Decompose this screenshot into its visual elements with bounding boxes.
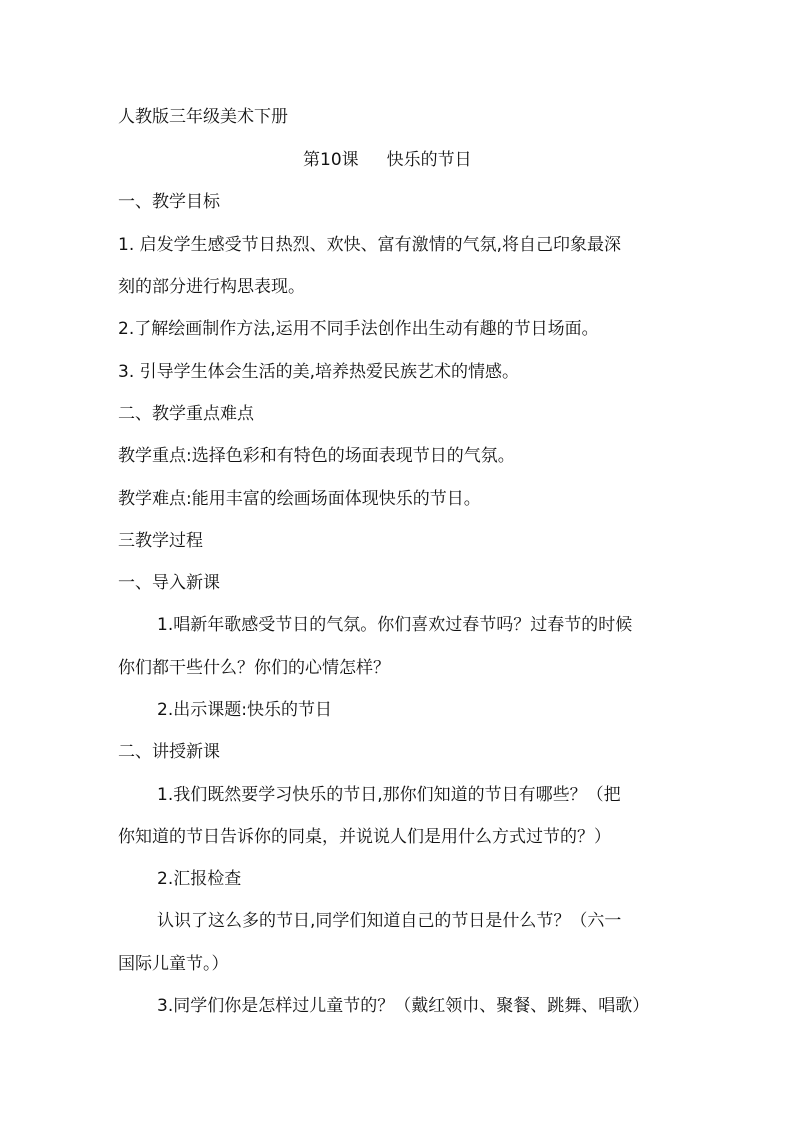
intro-step-1-line-2: 你们都干些什么？你们的心情怎样？ <box>118 658 390 678</box>
document-header: 人教版三年级美术下册 <box>118 107 288 127</box>
lesson-paragraph-line-2: 国际儿童节。） <box>118 954 229 974</box>
lesson-title: 快乐的节日 <box>386 150 472 170</box>
intro-step-2: 2.出示课题:快乐的节日 <box>157 700 332 720</box>
objective-1-line-1: 1. 启发学生感受节日热烈、欢快、富有激情的气氛,将自己印象最深 <box>118 235 622 255</box>
subsection-new-lesson: 二、讲授新课 <box>118 742 220 762</box>
key-point: 教学重点:选择色彩和有特色的场面表现节日的气氛。 <box>118 446 515 466</box>
section-heading-key-points: 二、教学重点难点 <box>118 404 254 424</box>
section-heading-objectives: 一、教学目标 <box>118 192 220 212</box>
objective-1-line-2: 刻的部分进行构思表现。 <box>118 277 305 297</box>
lesson-step-1-line-2: 你知道的节日告诉你的同桌，并说说人们是用什么方式过节的？） <box>118 827 611 847</box>
objective-2: 2.了解绘画制作方法,运用不同手法创作出生动有趣的节日场面。 <box>118 319 599 339</box>
intro-step-1-line-1: 1.唱新年歌感受节日的气氛。你们喜欢过春节吗？过春节的时候 <box>157 615 633 635</box>
objective-3: 3. 引导学生体会生活的美,培养热爱民族艺术的情感。 <box>118 362 520 382</box>
subsection-introduction: 一、导入新课 <box>118 573 220 593</box>
lesson-step-2: 2.汇报检查 <box>157 869 242 889</box>
lesson-step-3: 3.同学们你是怎样过儿童节的？（戴红领巾、聚餐、跳舞、唱歌） <box>157 996 650 1016</box>
lesson-number: 第10课 <box>303 150 359 170</box>
lesson-paragraph-line-1: 认识了这么多的节日,同学们知道自己的节日是什么节？（六一 <box>157 911 622 931</box>
section-heading-process: 三教学过程 <box>118 531 203 551</box>
difficult-point: 教学难点:能用丰富的绘画场面体现快乐的节日。 <box>118 489 481 509</box>
lesson-title-row <box>303 150 472 170</box>
lesson-step-1-line-1: 1.我们既然要学习快乐的节日,那你们知道的节日有哪些？（把 <box>157 785 621 805</box>
